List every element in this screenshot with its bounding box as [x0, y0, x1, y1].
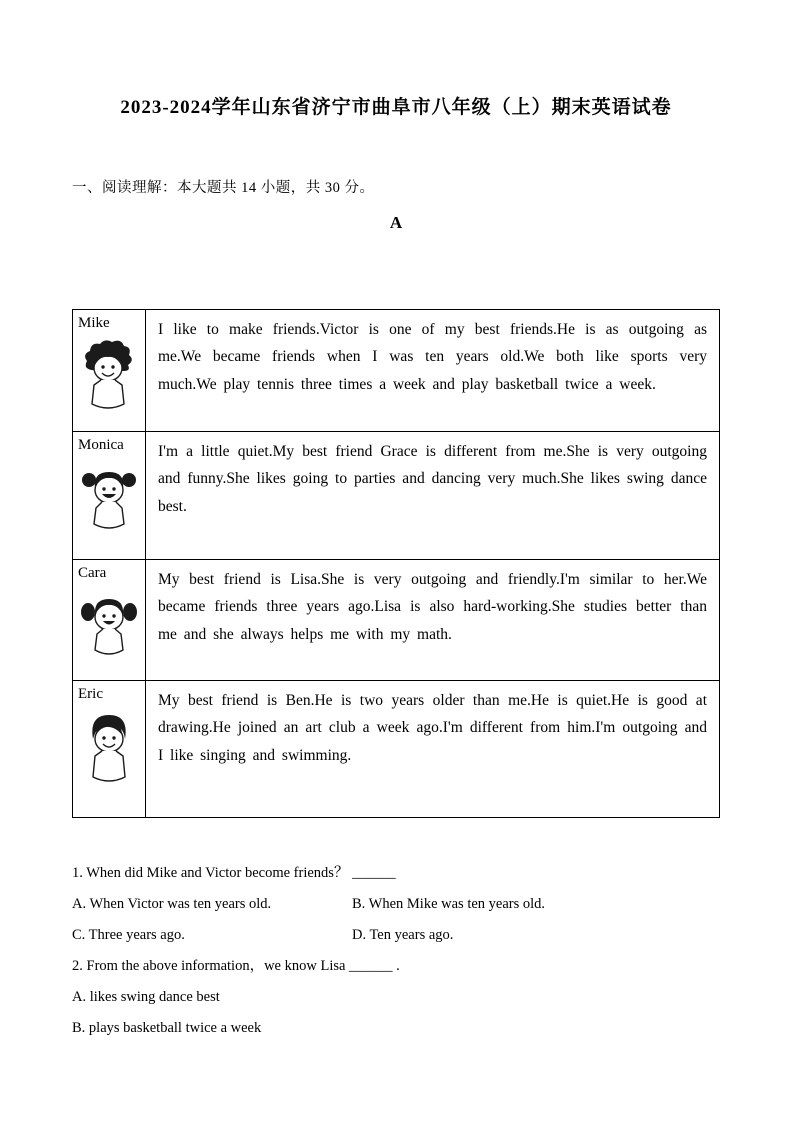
passage-text: My best friend is Lisa.She is very outgoing and friendly.I'm similar to her.We became friends three years ago.Lisa is also hard-working.She studies better than me and she always helps me with my math.	[158, 570, 707, 643]
passage-text: I'm a little quiet.My best friend Grace is different from me.She is very outgoing and funny.She likes going to parties and dancing very much.She likes swing dance best.	[158, 442, 707, 515]
question-1-option-a: A. When Victor was ten years old.	[72, 895, 272, 912]
question-1-option-c: C. Three years ago.	[72, 926, 185, 943]
passage-cell	[146, 431, 720, 559]
passage-text: My best friend is Ben.He is two years older than me.He is quiet.He is good at drawing.He joined an art club a week ago.I'm different from him.I'm outgoing and I like singing and swimming.	[158, 691, 707, 764]
person-name: Monica	[78, 436, 124, 453]
question-1-options-cd	[72, 928, 720, 943]
cara-avatar-icon	[78, 588, 140, 677]
exam-title: 2023-2024学年山东省济宁市曲阜市八年级（上）期末英语试卷	[120, 97, 672, 118]
person-cell	[73, 309, 146, 431]
person-cell	[73, 559, 146, 680]
person-cell	[73, 680, 146, 817]
person-name: Mike	[78, 314, 110, 331]
question-2-text: 2. From the above information，we know Lisa ______ .	[72, 957, 400, 974]
reading-table	[72, 309, 720, 818]
question-1-text: 1. When did Mike and Victor become friends？ ______	[72, 864, 396, 881]
person-cell	[73, 431, 146, 559]
table-row-monica	[73, 431, 720, 559]
eric-avatar-icon	[78, 709, 140, 798]
question-1-option-b: B. When Mike was ten years old.	[352, 895, 546, 912]
question-1-option-d: D. Ten years ago.	[352, 926, 454, 943]
monica-avatar-icon	[78, 460, 140, 549]
person-name: Eric	[78, 685, 103, 702]
passage-cell	[146, 680, 720, 817]
table-row-eric	[73, 680, 720, 817]
mike-avatar-icon	[78, 338, 140, 427]
question-2-option-b: B. plays basketball twice a week	[72, 1019, 262, 1036]
table-row-mike	[73, 309, 720, 431]
questions-section	[72, 866, 720, 1036]
section-header: 一、阅读理解：本大题共 14 小题，共 30 分。	[72, 179, 375, 196]
passage-cell	[146, 559, 720, 680]
table-row-cara	[73, 559, 720, 680]
passage-text: I like to make friends.Victor is one of my best friends.He is as outgoing as me.We became friends when I was ten years old.We both like sports very much.We play tennis three times a week and play basketball twice a week.	[158, 320, 707, 393]
passage-label: A	[389, 212, 403, 232]
person-name: Cara	[78, 564, 107, 581]
question-1-options-ab	[72, 897, 720, 912]
question-2-option-a: A. likes swing dance best	[72, 988, 220, 1005]
passage-cell	[146, 309, 720, 431]
